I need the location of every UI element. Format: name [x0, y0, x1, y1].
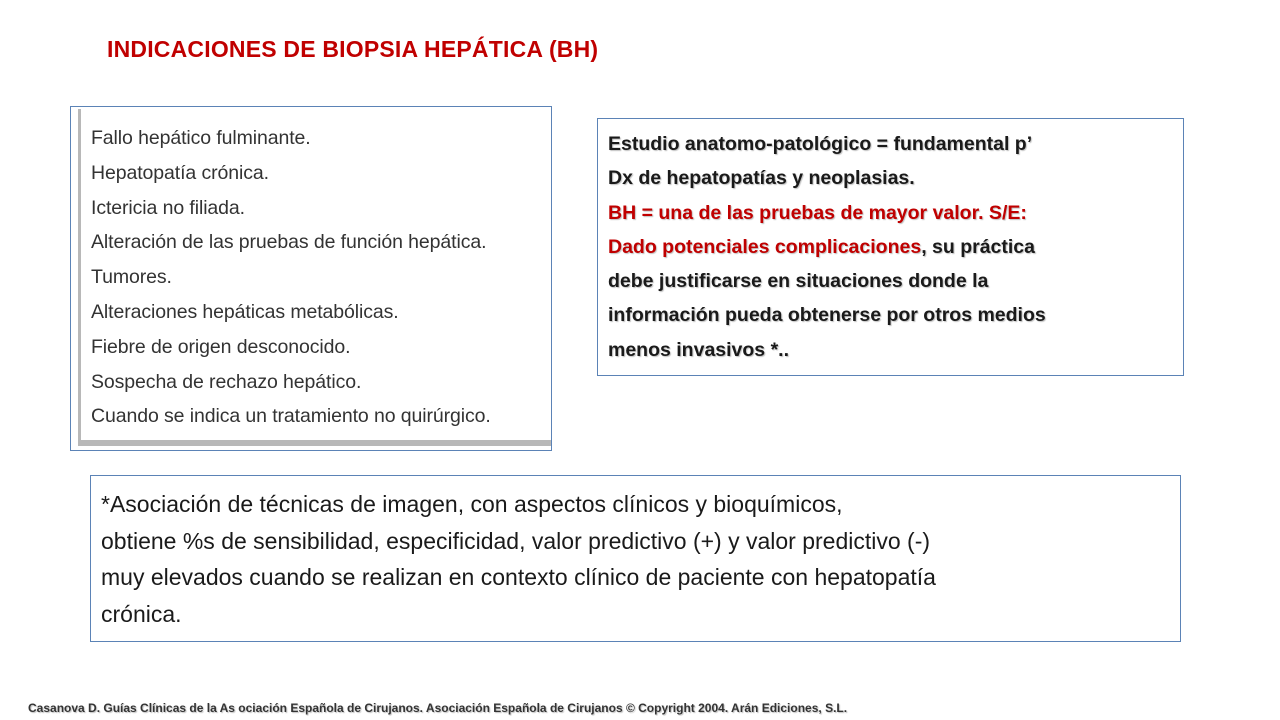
slide-title: INDICACIONES DE BIOPSIA HEPÁTICA (BH)	[107, 36, 599, 62]
list-item: Alteración de las pruebas de función hepática.	[91, 231, 487, 254]
indications-list	[91, 121, 491, 434]
association-line: obtiene %s de sensibilidad, especificidad, valor predictivo (+) y valor predictivo (-)	[101, 527, 931, 554]
study-line: Estudio anatomo-patológico = fundamental p’	[608, 133, 1033, 155]
study-highlight-line: BH = una de las pruebas de mayor valor. S/E:	[608, 201, 1027, 224]
citation-footer: Casanova D. Guías Clínicas de la As ociación Española de Cirujanos. Asociación Española de Cirujanos © Copyright 2004. Arán Ediciones, S.L.	[28, 701, 848, 715]
study-textbox	[597, 118, 1184, 376]
list-item: Cuando se indica un tratamiento no quirúrgico.	[91, 405, 491, 428]
list-item: Tumores.	[91, 266, 172, 289]
study-line: menos invasivos *..	[608, 338, 789, 361]
study-highlight-text: Dado potenciales complicaciones	[608, 235, 922, 258]
association-textbox	[90, 475, 1181, 642]
study-line: información pueda obtenerse por otros medios	[608, 304, 1046, 327]
indications-frame	[78, 109, 551, 446]
study-line: Dx de hepatopatías y neoplasias.	[608, 167, 915, 190]
list-item: Sospecha de rechazo hepático.	[91, 370, 362, 393]
study-line	[608, 230, 1173, 264]
association-line: *Asociación de técnicas de imagen, con aspectos clínicos y bioquímicos,	[101, 491, 843, 517]
list-item: Fiebre de origen desconocido.	[91, 335, 351, 358]
association-line: muy elevados cuando se realizan en contexto clínico de paciente con hepatopatía	[101, 564, 936, 590]
list-item: Hepatopatía crónica.	[91, 161, 269, 184]
list-item: Fallo hepático fulminante.	[91, 127, 311, 149]
study-line: debe justificarse en situaciones donde la	[608, 270, 989, 293]
indications-image-box	[70, 106, 552, 451]
association-line: crónica.	[101, 600, 182, 627]
study-text: , su práctica	[921, 235, 1035, 258]
list-item: Ictericia no filiada.	[91, 196, 245, 219]
list-item: Alteraciones hepáticas metabólicas.	[91, 300, 399, 323]
